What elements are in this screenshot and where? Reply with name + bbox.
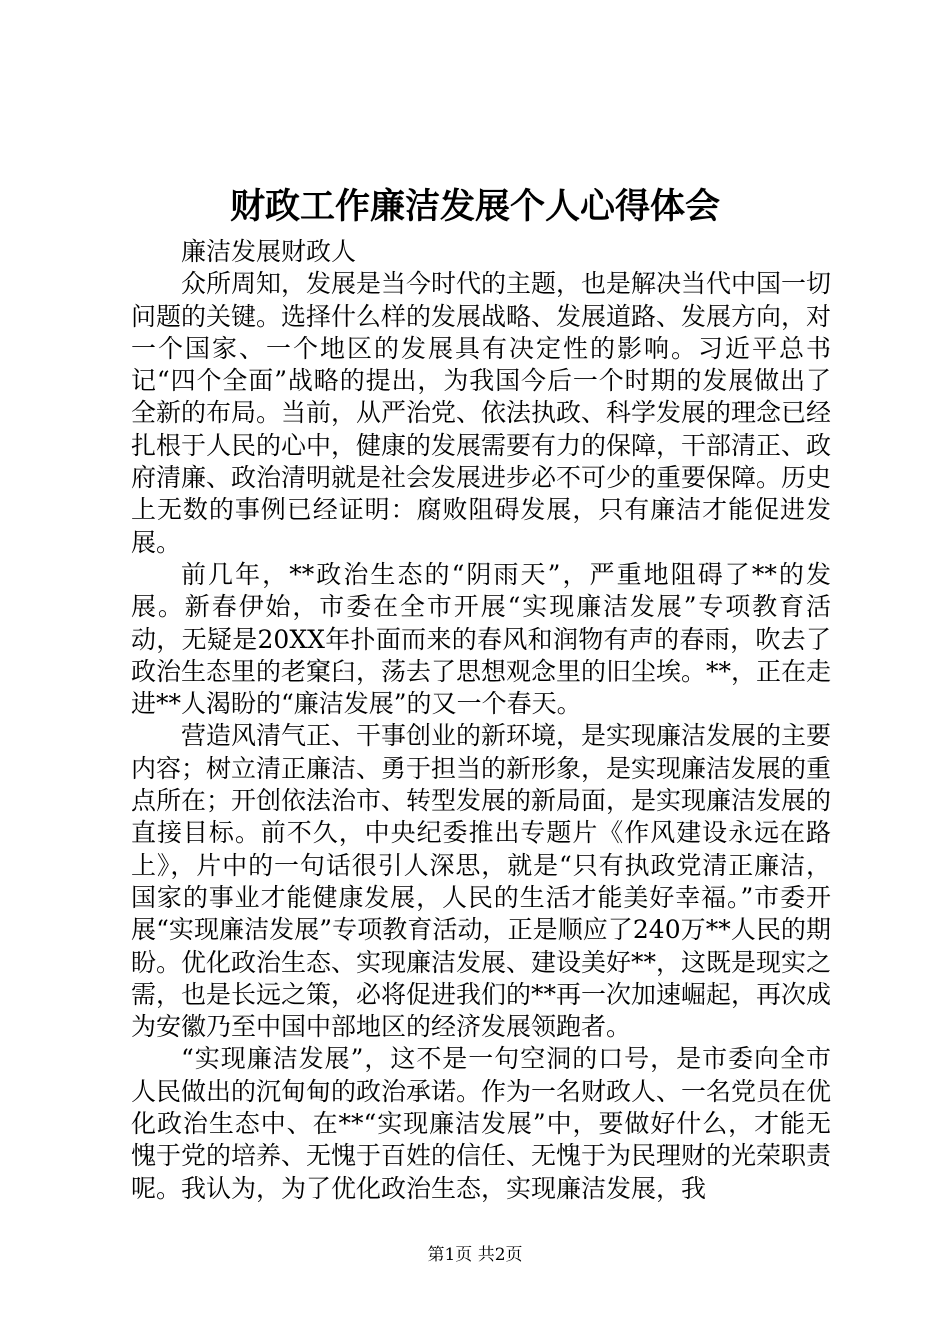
subtitle-paragraph: 廉洁发展财政人: [181, 237, 357, 266]
document-title: 财政工作廉洁发展个人心得体会: [229, 186, 720, 227]
body-paragraph: 前几年，**政治生态的“阴雨天”，严重地阻碍了**的发展。新春伊始，市委在全市开展“实现廉洁发展”专项教育活动，无疑是20XX年扑面而来的春风和润物有声的春雨，吹去了政治生态里的老窠臼，荡去了思想观念里的旧尘埃。**，正在走进**人渴盼的“廉洁发展”的又一个春天。: [131, 559, 832, 719]
body-paragraph: “实现廉洁发展”，这不是一句空洞的口号，是市委向全市人民做出的沉甸甸的政治承诺。作为一名财政人、一名党员在优化政治生态中、在**“实现廉洁发展”中，要做好什么，才能无愧于党的培养、无愧于百姓的信任、无愧于为民理财的光荣职责呢。我认为，为了优化政治生态，实现廉洁发展，我: [131, 1044, 832, 1203]
body-paragraph: 众所周知，发展是当今时代的主题，也是解决当代中国一切问题的关键。选择什么样的发展战略、发展道路、发展方向，对一个国家、一个地区的发展具有决定性的影响。习近平总书记“四个全面”战略的提出，为我国今后一个时期的发展做出了全新的布局。当前，从严治党、依法执政、科学发展的理念已经扎根于人民的心中，健康的发展需要有力的保障，干部清正、政府清廉、政治清明就是社会发展进步必不可少的重要保障。历史上无数的事例已经证明：腐败阻碍发展，只有廉洁才能促进发展。: [131, 269, 832, 557]
body-paragraph: 营造风清气正、干事创业的新环境，是实现廉洁发展的主要内容；树立清正廉洁、勇于担当的新形象，是实现廉洁发展的重点所在；开创依法治市、转型发展的新局面，是实现廉洁发展的直接目标。前不久，中央纪委推出专题片《作风建设永远在路上》，片中的一句话很引人深思，就是“只有执政党清正廉洁，国家的事业才能健康发展，人民的生活才能美好幸福。”市委开展“实现廉洁发展”专项教育活动，正是顺应了240万**人民的期盼。优化政治生态、实现廉洁发展、建设美好**，这既是现实之需，也是长远之策，必将促进我们的**再一次加速崛起，再次成为安徽乃至中国中部地区的经济发展领跑者。: [131, 721, 832, 1042]
document-body: [131, 236, 831, 1205]
page-number-footer: 第1页 共2页: [427, 1245, 523, 1265]
